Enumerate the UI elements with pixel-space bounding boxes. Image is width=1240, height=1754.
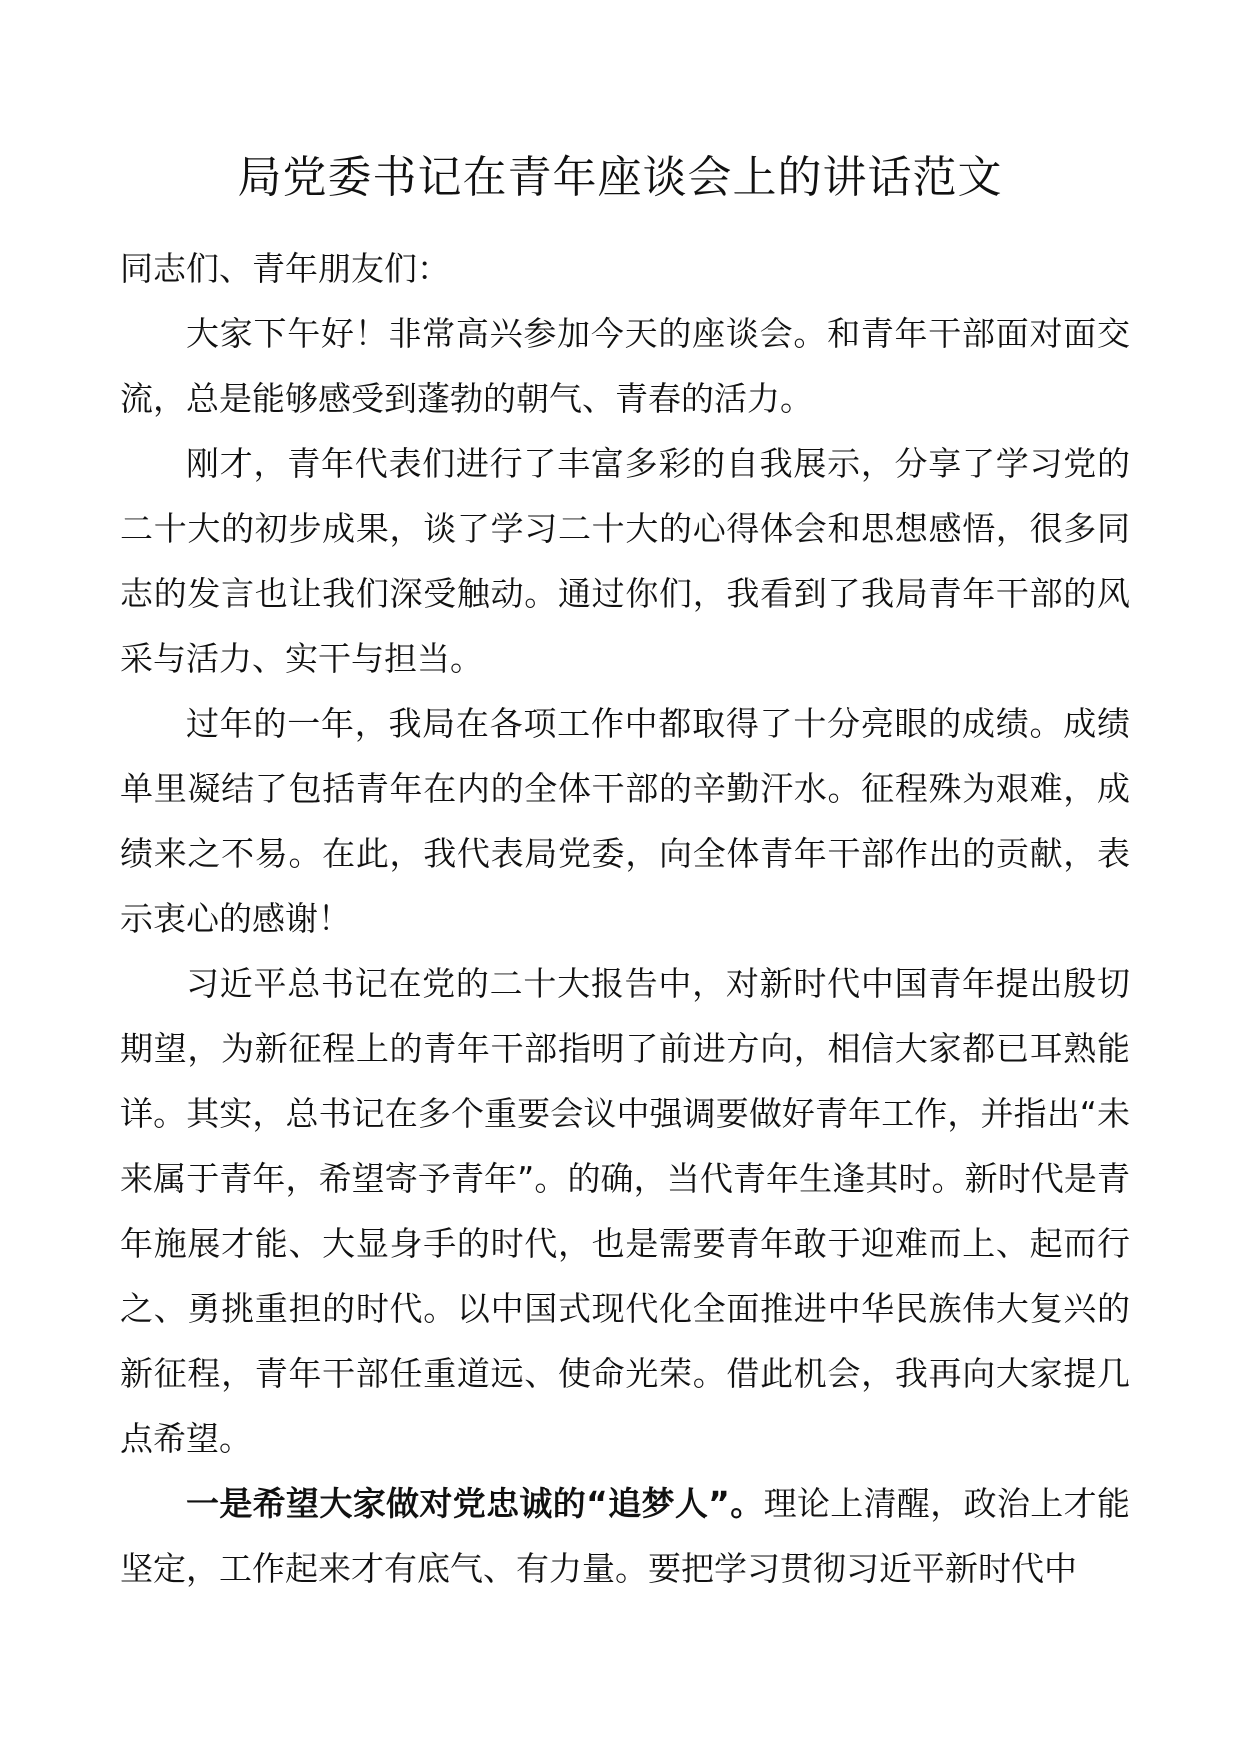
- point-one-text: 理论上清醒，政治上才能坚定，工作起来才有底气、有力量。要把学习贯彻习近平新时代中: [120, 1484, 1130, 1588]
- paragraph-greeting: 大家下午好！非常高兴参加今天的座谈会。和青年干部面对面交流，总是能够感受到蓬勃的朝气、青春的活力。: [120, 314, 1130, 418]
- paragraph-representatives: 刚才，青年代表们进行了丰富多彩的自我展示，分享了学习党的二十大的初步成果，谈了学习二十大的心得体会和思想感悟，很多同志的发言也让我们深受触动。通过你们，我看到了我局青年干部的风采与活力、实干与担当。: [120, 444, 1130, 678]
- paragraph-point-one: [120, 1471, 1130, 1601]
- point-one-heading: 一是希望大家做对党忠诚的“追梦人”。: [186, 1484, 764, 1523]
- document-body: [120, 236, 1130, 1601]
- paragraph-expectations: 习近平总书记在党的二十大报告中，对新时代中国青年提出殷切期望，为新征程上的青年干部指明了前进方向，相信大家都已耳熟能详。其实，总书记在多个重要会议中强调要做好青年工作，并指出“未来属于青年，希望寄予青年”。的确，当代青年生逢其时。新时代是青年施展才能、大显身手的时代，也是需要青年敢于迎难而上、起而行之、勇挑重担的时代。以中国式现代化全面推进中华民族伟大复兴的新征程，青年干部任重道远、使命光荣。借此机会，我再向大家提几点希望。: [120, 964, 1130, 1458]
- paragraph-achievements: 过年的一年，我局在各项工作中都取得了十分亮眼的成绩。成绩单里凝结了包括青年在内的全体干部的辛勤汗水。征程殊为艰难，成绩来之不易。在此，我代表局党委，向全体青年干部作出的贡献，表示衷心的感谢！: [120, 704, 1130, 938]
- salutation: 同志们、青年朋友们：: [120, 249, 450, 288]
- document-title: 局党委书记在青年座谈会上的讲话范文: [237, 152, 1003, 203]
